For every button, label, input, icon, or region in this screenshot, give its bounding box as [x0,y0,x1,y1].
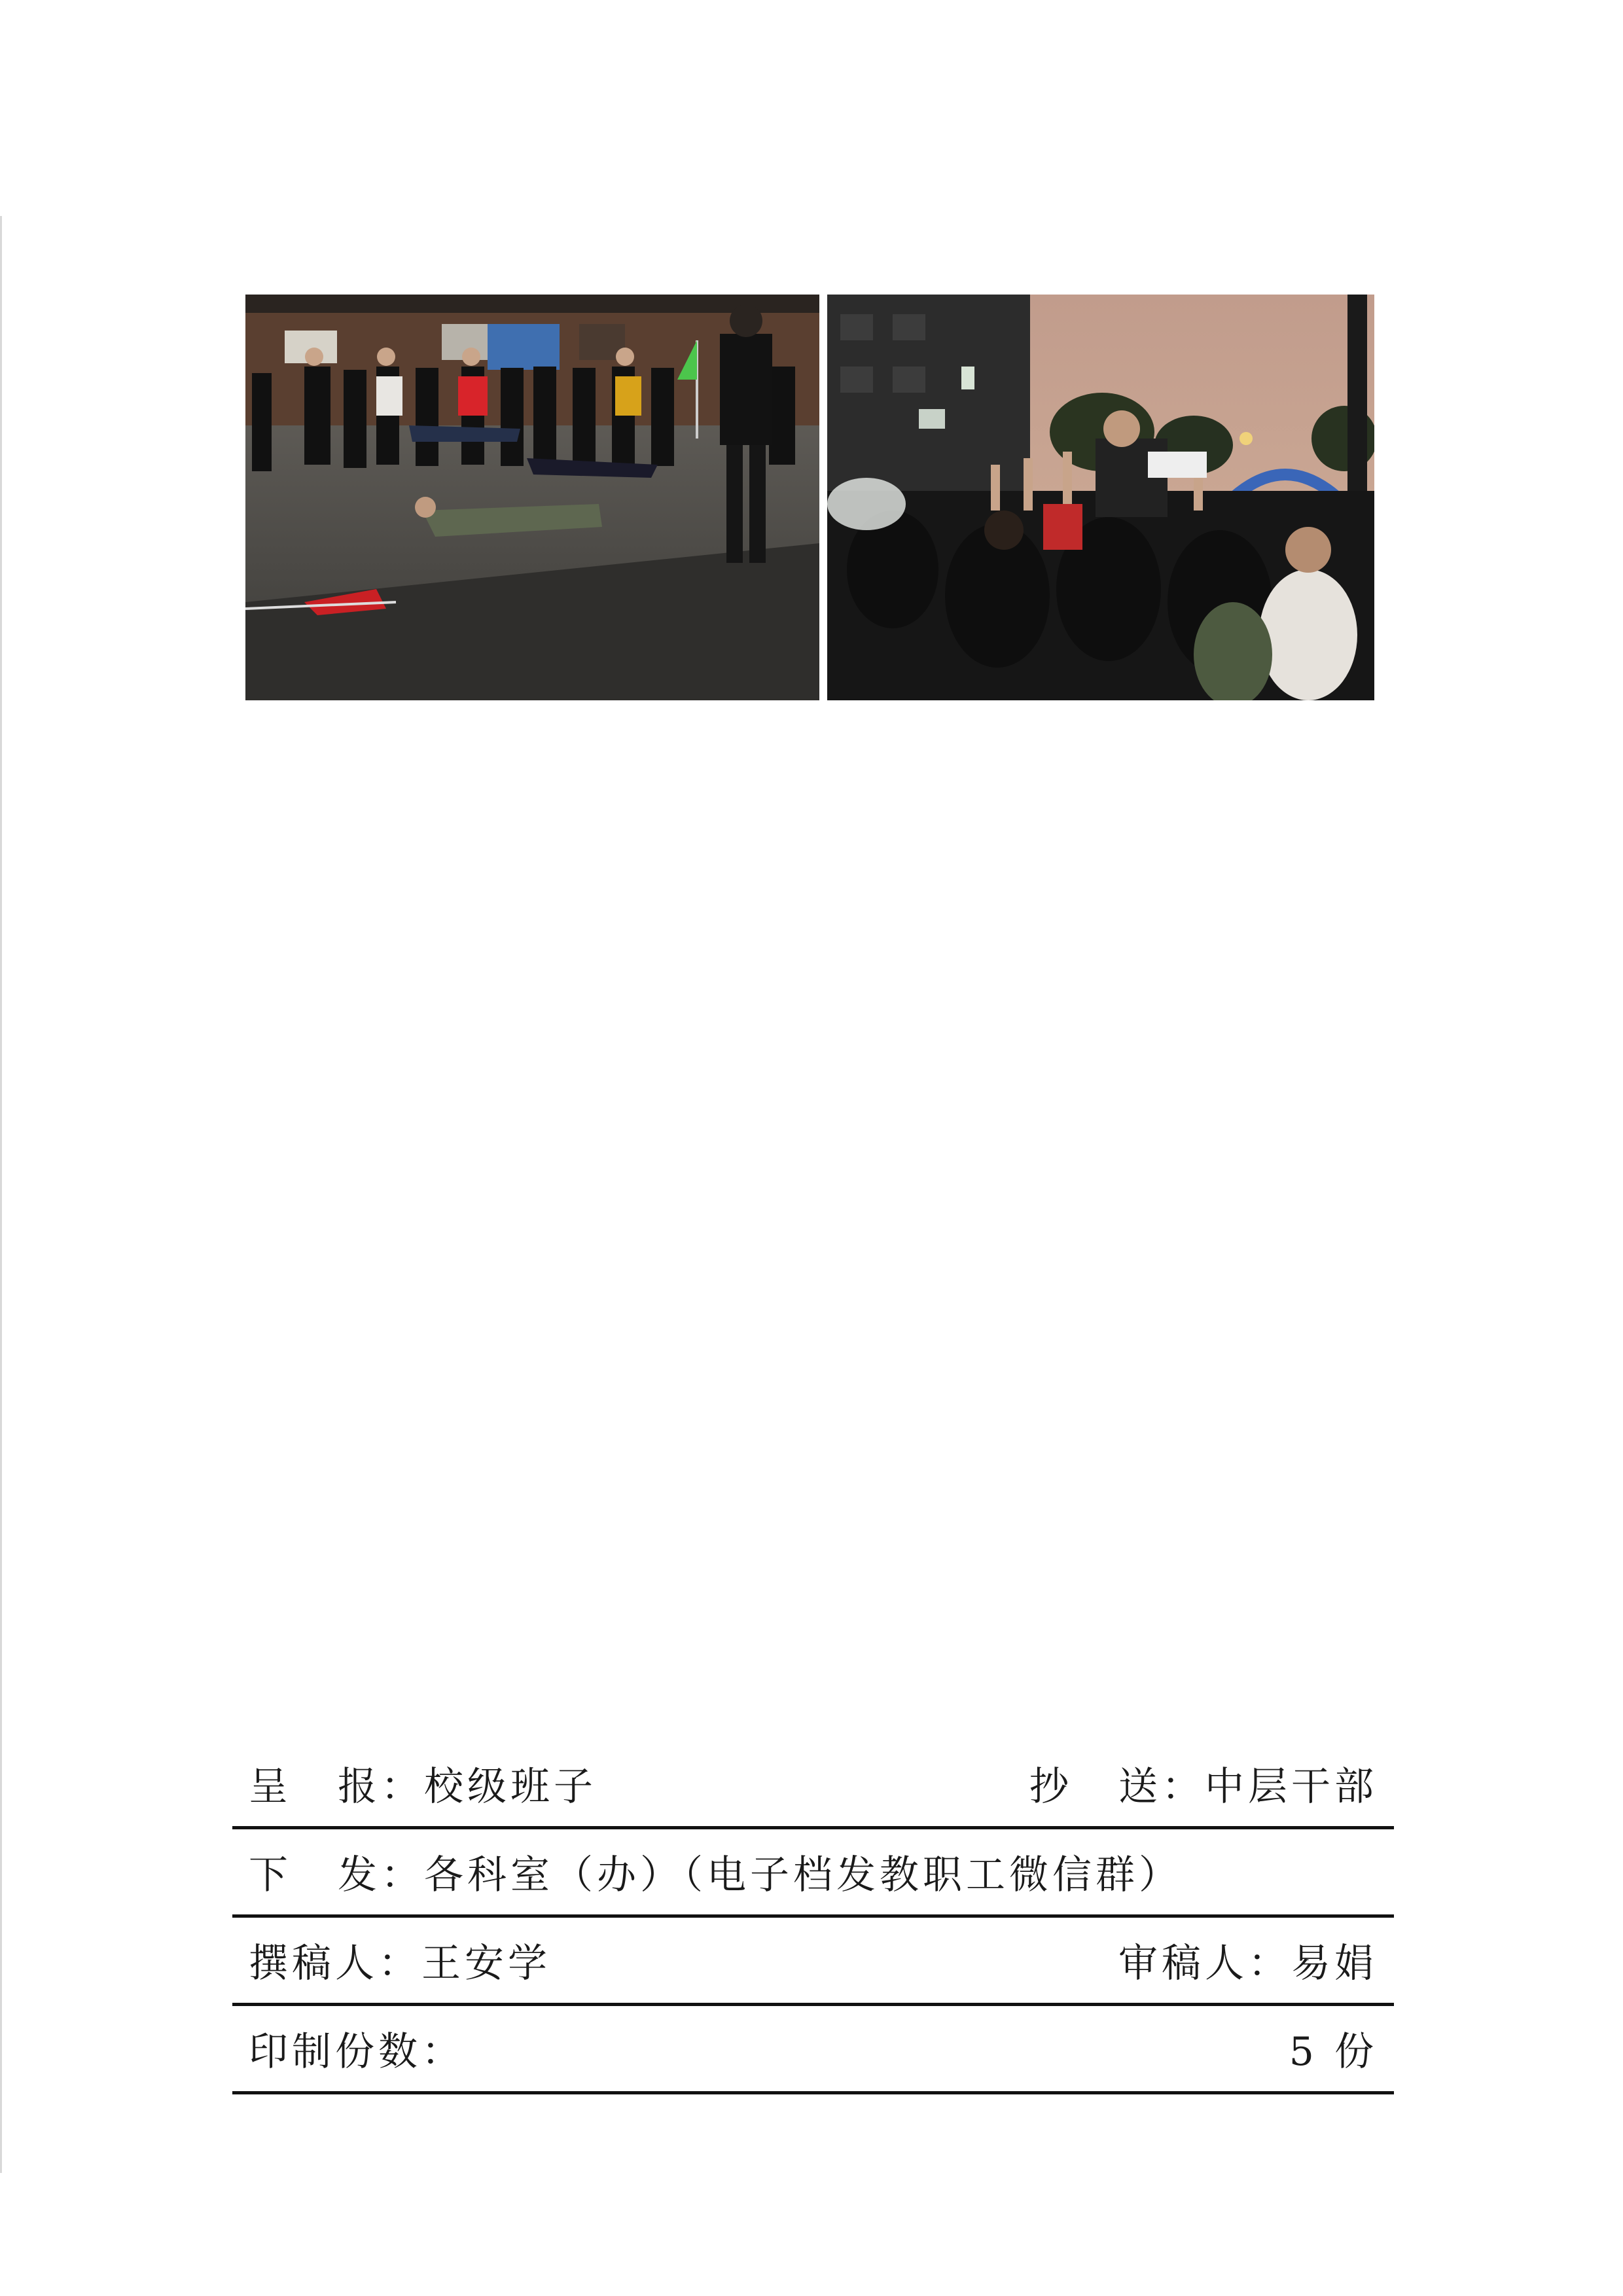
drafter [249,1932,551,1988]
distribution-row-report [232,1741,1394,1829]
drafter-value: 王安学 [421,1941,551,1986]
photo-pushup-training [245,295,819,700]
photo-group-lift-image [827,295,1374,700]
distribution-row-copies [232,2006,1394,2094]
drafter-label: 撰稿人： [249,1941,421,1986]
distribution-row-issue [232,1829,1394,1918]
reviewer [1118,1932,1378,1988]
photo-pushup-training-image [245,295,819,700]
distribution-table [232,1741,1394,2094]
photo-group-lift [827,295,1374,700]
copy-to [1029,1755,1378,1812]
reviewer-value: 易娟 [1291,1941,1378,1986]
copy-to-label-a: 抄 [1029,1764,1073,1810]
copy-to-value: 中层干部 [1205,1764,1378,1810]
copy-to-label-b: 送： [1118,1764,1205,1810]
report-to-label-b: 报： [338,1764,424,1810]
issue-to-label-a: 下 [249,1852,292,1898]
copies-label: 印制份数： [249,2029,465,2075]
copies-value: 5 份 [1289,2029,1378,2075]
reviewer-label: 审稿人： [1118,1941,1291,1986]
page-edge-line [0,216,2,2173]
issue-to [249,1844,1182,1900]
issue-to-value: 各科室（办）（电子档发教职工微信群） [424,1852,1182,1898]
report-to [249,1755,597,1812]
issue-to-label-b: 发： [338,1852,424,1898]
report-to-value: 校级班子 [424,1764,597,1810]
report-to-label-a: 呈 [249,1764,292,1810]
distribution-row-authors [232,1918,1394,2006]
